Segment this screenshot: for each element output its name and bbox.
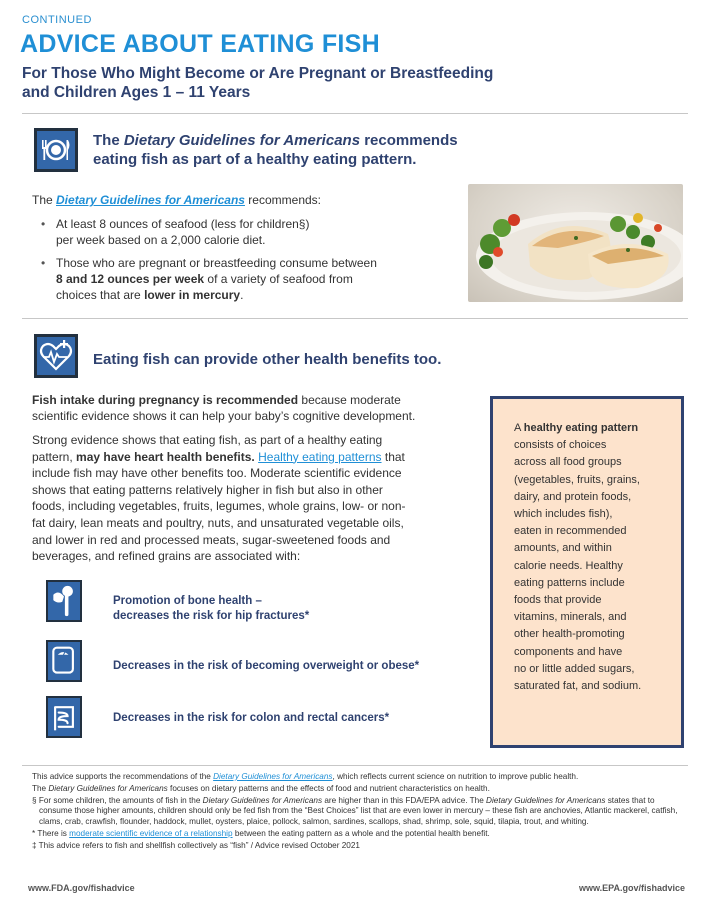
paragraph-text: foods, including vegetables, fruits, legumes, whole grains, low- or non- xyxy=(32,499,406,514)
paragraph-text: include fish may have other benefits too. Moderate scientific evidence xyxy=(32,466,402,481)
paragraph-text: and lower in red and processed meats, sugar-sweetened foods and xyxy=(32,532,391,547)
callout-line: calorie needs. Healthy xyxy=(514,559,623,572)
bullet-text: per week based on a 2,000 calorie diet. xyxy=(56,233,266,247)
subtitle-line: and Children Ages 1 – 11 Years xyxy=(22,84,251,101)
paragraph-text: Strong evidence shows that eating fish, as part of a healthy eating xyxy=(32,433,383,447)
benefit-text: decreases the risk for hip fractures* xyxy=(113,610,310,622)
heading-text: eating fish as part of a healthy eating pattern. xyxy=(93,151,417,168)
footnote-text: are higher than in this FDA/EPA advice. The xyxy=(322,795,487,805)
callout-line: vitamins, minerals, and xyxy=(514,611,627,624)
footnote-italic: Dietary Guidelines for Americans xyxy=(486,795,606,805)
footnote-text: This advice supports the recommendations of the xyxy=(32,772,214,781)
paragraph-text: beverages, and refined grains are associated with: xyxy=(32,549,301,564)
divider xyxy=(22,765,688,766)
page-title: ADVICE ABOUT EATING FISH xyxy=(20,30,380,58)
bullet-bold: 8 and 12 ounces per week xyxy=(56,272,205,286)
benefit-weight: Decreases in the risk of becoming overweight or obese* xyxy=(113,660,420,672)
callout-line: foods that provide xyxy=(514,594,602,607)
footnote xyxy=(32,829,682,840)
heading-text: The xyxy=(93,132,124,149)
footnote-text: The xyxy=(32,783,49,793)
callout-line: (vegetables, fruits, grains, xyxy=(514,473,640,486)
evidence-paragraph xyxy=(32,432,487,565)
benefit-text: Promotion of bone health – xyxy=(113,595,262,607)
footnote xyxy=(32,772,682,783)
dietary-guidelines-footnote-link[interactable]: Dietary Guidelines for Americans xyxy=(213,772,333,781)
callout-line: eaten in recommended xyxy=(514,525,627,538)
recommends-intro xyxy=(32,192,321,208)
bullet-text: choices that are xyxy=(56,288,145,302)
footnotes xyxy=(32,772,682,853)
intro-text: The xyxy=(32,193,57,207)
bullet-text: Those who are pregnant or breastfeeding consume between xyxy=(56,256,377,270)
epa-url[interactable]: www.EPA.gov/fishadvice xyxy=(578,883,685,893)
paragraph-bold: Fish intake during pregnancy is recommended xyxy=(32,393,299,407)
section-heading: Eating fish can provide other health benefits too. xyxy=(93,351,442,368)
callout-line: components and have xyxy=(514,645,623,658)
footnote-text: , which reflects current science on nutrition to improve public health. xyxy=(332,772,579,781)
list-item xyxy=(38,216,458,248)
healthy-eating-patterns-link[interactable]: Healthy eating patterns xyxy=(258,449,382,464)
callout-line: saturated fat, and sodium. xyxy=(514,680,642,693)
callout-text xyxy=(514,420,669,695)
bullet-text: At least 8 ounces of seafood (less for children§) xyxy=(56,217,310,231)
benefit-cancer: Decreases in the risk for colon and rectal cancers* xyxy=(113,712,390,724)
paragraph-bold: may have heart health benefits. xyxy=(76,449,255,464)
paragraph-text: shows that eating patterns relatively higher in fish but also in other xyxy=(32,482,383,497)
intro-text: recommends: xyxy=(244,193,321,207)
callout-line: which includes fish), xyxy=(514,508,613,521)
paragraph-text: pattern, xyxy=(32,449,77,464)
paragraph-text: because moderate xyxy=(298,393,401,407)
continued-label: CONTINUED xyxy=(22,14,92,26)
footnote-italic: Dietary Guidelines for Americans xyxy=(48,783,168,793)
callout-line: amounts, and within xyxy=(514,542,612,555)
footnote-italic: Dietary Guidelines for Americans xyxy=(202,795,323,805)
footnote xyxy=(32,784,682,795)
divider xyxy=(22,113,688,114)
callout-line: consists of choices xyxy=(514,439,607,452)
footnote xyxy=(32,796,682,828)
callout-line: no or little added sugars, xyxy=(514,662,635,675)
divider xyxy=(22,318,688,319)
bullet-bold: lower in mercury xyxy=(144,288,241,302)
callout-line: eating patterns include xyxy=(514,576,625,589)
benefit-bone-health xyxy=(113,594,309,624)
paragraph-text: fat dairy, lean meats and poultry, nuts, and unsaturated vegetable oils, xyxy=(32,515,404,530)
section-heading xyxy=(93,131,513,169)
footnote-text: § For some children, the amounts of fish in the xyxy=(32,795,203,805)
page-subtitle xyxy=(22,64,582,102)
footnote-text: * There is xyxy=(32,828,70,838)
footnote: ‡ This advice refers to fish and shellfish collectively as “fish” / Advice revised October 2021 xyxy=(32,840,360,850)
heading-italic: Dietary Guidelines for Americans xyxy=(123,132,361,149)
evidence-relationship-link[interactable]: moderate scientific evidence of a relationship xyxy=(69,828,233,838)
fish-dinner-photo xyxy=(468,184,683,302)
pregnancy-paragraph xyxy=(32,392,482,424)
callout-line: across all food groups xyxy=(514,456,622,469)
callout-line: A xyxy=(514,422,524,434)
callout-bold: healthy eating pattern xyxy=(523,422,639,434)
fda-url[interactable]: www.FDA.gov/fishadvice xyxy=(28,883,135,893)
footnote-text: between the eating pattern as a whole and the potential health benefit. xyxy=(232,828,490,838)
bullet-text: of a variety of seafood from xyxy=(204,272,353,286)
bullet-text: . xyxy=(240,288,244,302)
footnote-text: focuses on dietary patterns and the effects of food and nutrient characteristics on health. xyxy=(167,783,490,793)
intestine-icon xyxy=(46,696,82,738)
callout-line: dairy, and protein foods, xyxy=(514,490,632,503)
heart-health-icon xyxy=(34,334,78,378)
callout-line: other health-promoting xyxy=(514,628,625,641)
footnote-text: states that to consume those higher amounts, children should only be fed fish from the “Best Choices” list that are even lower in mercury – these fish are anchovies, Atlantic mackerel, catfish, clams, crab, crawfish, flounder, haddock, mullet, oysters, plaice, pollock, salmon, sardines, scallops, shad, shrimp, sole, squid, tilapia, trout, and whiting. xyxy=(39,795,678,827)
list-item xyxy=(38,255,458,303)
scale-icon xyxy=(46,640,82,682)
subtitle-line: For Those Who Might Become or Are Pregnant or Breastfeeding xyxy=(22,65,494,82)
plate-fork-knife-icon xyxy=(34,128,78,172)
heading-text: recommends xyxy=(360,132,458,149)
paragraph-text: that xyxy=(381,449,405,464)
dietary-guidelines-link[interactable]: Dietary Guidelines for Americans xyxy=(56,193,245,207)
bone-hip-icon xyxy=(46,580,82,622)
paragraph-text: scientific evidence shows it can help your baby’s cognitive development. xyxy=(32,409,416,423)
